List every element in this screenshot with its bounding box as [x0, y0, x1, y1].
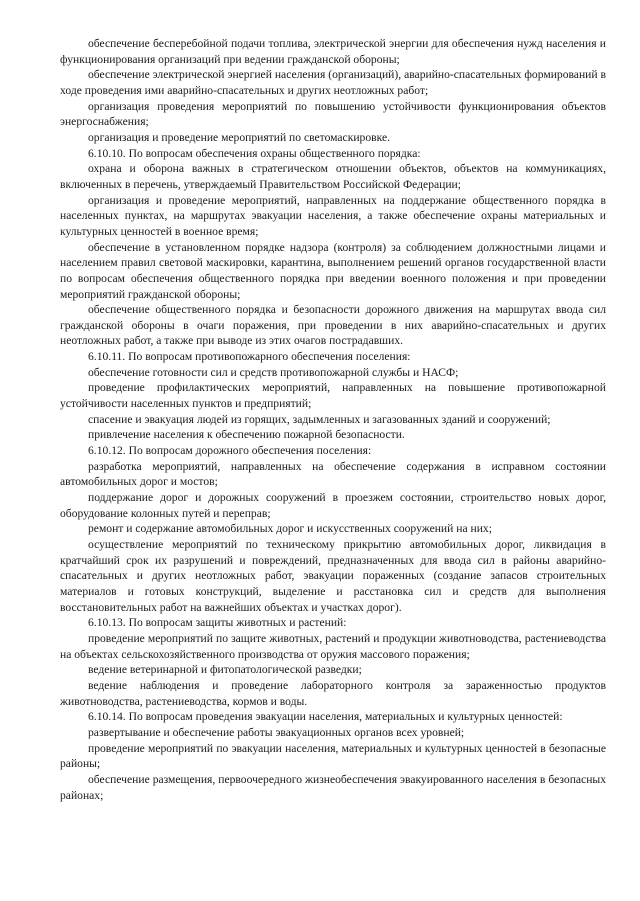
paragraph-road-passability: поддержание дорог и дорожных сооружений в проезжем состоянии, строительство новых дорог, оборудование колонных путей и переправ; — [60, 491, 606, 520]
paragraph-supervision: обеспечение в установленном порядке надзора (контроля) за соблюдением должностными лицами и населением правил световой маскировки, карантина, выполнением решений органов государственной власти по вопросам обеспечения общественного порядка при введении военного положения и при проведении мероприятий гражданской обороны; — [60, 240, 606, 301]
paragraph-public-order: организация и проведение мероприятий, направленных на поддержание общественного порядка в населенных пунктах, на маршрутах эвакуации населения, а также обеспечение охраны материальных и культурных ценностей в военное время; — [60, 193, 606, 238]
paragraph-road-technical-cover: осуществление мероприятий по техническому прикрытию автомобильных дорог, ликвидация в кратчайший срок их разрушений и повреждений, предназначенных для ввода сил в районы аварийно-спасательных и других неотложных работ, эвакуации пораженных (создание запасов строительных материалов и готовых конструкций, выделение и расстановка сил и средств для выполнения восстановительных работ на важнейших объектах и участках дорог). — [60, 538, 606, 614]
section-heading-6-10-12: 6.10.12. По вопросам дорожного обеспечения поселения: — [88, 444, 372, 458]
paragraph-road-maintenance-plan: разработка мероприятий, направленных на обеспечение содержания в исправном состоянии автомобильных дорог и мостов; — [60, 459, 606, 489]
paragraph-guard-objects: охрана и оборона важных в стратегическом отношении объектов, объектов на коммуникациях, включенных в перечень, утверждаемый Правительством Российской Федерации; — [60, 162, 606, 191]
paragraph-fire-safety-population: привлечение населения к обеспечению пожарной безопасности. — [88, 428, 405, 442]
paragraph-rescue: спасение и эвакуация людей из горящих, задымленных и загазованных зданий и сооружений; — [88, 412, 551, 426]
section-heading-6-10-13: 6.10.13. По вопросам защиты животных и растений: — [88, 616, 347, 630]
paragraph-fuel-supply: обеспечение бесперебойной подачи топлива, электрической энергии для обеспечения нужд населения и функционирования организаций при ведении гражданской обороны; — [60, 37, 606, 66]
paragraph-fire-prevention: проведение профилактических мероприятий, направленных на повышение противопожарной устойчивости населенных пунктов и предприятий; — [60, 381, 606, 411]
section-heading-6-10-14: 6.10.14. По вопросам проведения эвакуации населения, материальных и культурных ценностей: — [88, 710, 563, 724]
paragraph-traffic-safety: обеспечение общественного порядка и безопасности дорожного движения на маршрутах ввода сил гражданской обороны в очаги поражения, при проведении в них аварийно-спасательных и других неотложных работ, а также при выводе из этих очагов пострадавших. — [60, 303, 606, 348]
paragraph-energy-stability: организация проведения мероприятий по повышению устойчивости функционирования объектов энергоснабжения; — [60, 99, 606, 129]
paragraph-animal-protection: проведение мероприятий по защите животных, растений и продукции животноводства, растениеводства на объектах сельскохозяйственного производства от оружия массового поражения; — [60, 631, 606, 661]
paragraph-blackout: организация и проведение мероприятий по светомаскировке. — [88, 130, 390, 144]
paragraph-evacuation-bodies: развертывание и обеспечение работы эвакуационных органов всех уровней; — [88, 725, 465, 739]
paragraph-lab-control: ведение наблюдения и проведение лабораторного контроля за зараженностью продуктов животноводства, растениеводства, кормов и воды. — [60, 678, 606, 708]
paragraph-fire-readiness: обеспечение готовности сил и средств противопожарной службы и НАСФ; — [88, 365, 459, 379]
paragraph-vet-reconnaissance: ведение ветеринарной и фитопатологической разведки; — [88, 663, 362, 677]
paragraph-road-repair: ремонт и содержание автомобильных дорог и искусственных сооружений на них; — [88, 522, 492, 536]
section-heading-6-10-11: 6.10.11. По вопросам противопожарного обеспечения поселения: — [88, 350, 411, 364]
section-heading-6-10-10: 6.10.10. По вопросам обеспечения охраны общественного порядка: — [88, 146, 421, 160]
paragraph-evacuee-accommodation: обеспечение размещения, первоочередного жизнеобеспечения эвакуированного населения в безопасных районах; — [60, 772, 606, 802]
paragraph-electric-energy: обеспечение электрической энергией населения (организаций), аварийно-спасательных формирований в ходе проведения ими аварийно-спасательных и других неотложных работ; — [60, 68, 606, 97]
paragraph-evacuation-measures: проведение мероприятий по эвакуации населения, материальных и культурных ценностей в безопасные районы; — [60, 741, 606, 771]
document-page — [60, 36, 606, 803]
